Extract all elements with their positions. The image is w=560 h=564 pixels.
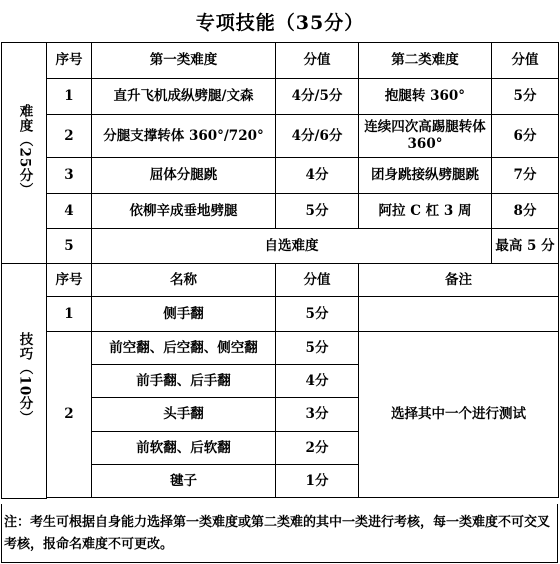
skill-name: 前空翻、后空翻、侧空翻 xyxy=(92,332,276,365)
skill-section-label xyxy=(2,264,47,499)
spacer-cell xyxy=(47,498,559,499)
header-score: 分值 xyxy=(276,264,359,297)
cat1-item: 依柳辛成垂地劈腿 xyxy=(92,194,276,229)
row-num: 4 xyxy=(47,194,92,229)
skill-label-text: 技巧（10分） xyxy=(16,331,33,426)
cat2-score: 7分 xyxy=(492,158,559,194)
skill-name: 前手翻、后手翻 xyxy=(92,365,276,398)
cat1-item: 屈体分腿跳 xyxy=(92,158,276,194)
skill-name: 毽子 xyxy=(92,465,276,498)
skill-name: 头手翻 xyxy=(92,398,276,432)
cat2-item: 团身跳接纵劈腿跳 xyxy=(359,158,492,194)
footnote: 注：考生可根据自身能力选择第一类难度或第二类难的其中一类进行考核，每一类难度不可交叉考核，报命名难度不可更改。 xyxy=(1,504,558,563)
cat1-item: 直升飞机成纵劈腿/文森 xyxy=(92,79,276,115)
skill-score: 1分 xyxy=(276,465,359,498)
scoring-table xyxy=(1,42,559,499)
skill-remark: 选择其中一个进行测试 xyxy=(359,332,559,498)
difficulty-section-label xyxy=(2,43,47,264)
row-num: 2 xyxy=(47,332,92,498)
header-name: 名称 xyxy=(92,264,276,297)
row-num: 5 xyxy=(47,229,92,264)
difficulty-row xyxy=(2,79,559,115)
cat2-score: 6分 xyxy=(492,115,559,158)
difficulty-label-text: 难度（25分） xyxy=(16,103,33,198)
header-cat1: 第一类难度 xyxy=(92,43,276,79)
difficulty-row xyxy=(2,158,559,194)
skill-header-row xyxy=(2,264,559,297)
cat1-item: 分腿支撑转体 360°/720° xyxy=(92,115,276,158)
skill-score: 5分 xyxy=(276,297,359,332)
row-num: 1 xyxy=(47,79,92,115)
header-num: 序号 xyxy=(47,43,92,79)
skill-score: 2分 xyxy=(276,432,359,465)
optional-difficulty-score: 最高 5 分 xyxy=(492,229,559,264)
skill-row xyxy=(2,332,559,365)
skill-row xyxy=(2,297,559,332)
row-num: 3 xyxy=(47,158,92,194)
cat2-score: 5分 xyxy=(492,79,559,115)
difficulty-row xyxy=(2,115,559,158)
skill-score: 5分 xyxy=(276,332,359,365)
cat1-score: 4分 xyxy=(276,158,359,194)
cat2-score: 8分 xyxy=(492,194,559,229)
cat2-item: 阿拉 C 杠 3 周 xyxy=(359,194,492,229)
row-num: 1 xyxy=(47,297,92,332)
skill-bottom-spacer xyxy=(2,498,559,499)
header-num: 序号 xyxy=(47,264,92,297)
header-score2: 分值 xyxy=(492,43,559,79)
cat1-score: 4分/5分 xyxy=(276,79,359,115)
page-title: 专项技能（35分） xyxy=(195,11,365,34)
skill-name: 侧手翻 xyxy=(92,297,276,332)
difficulty-row-optional xyxy=(2,229,559,264)
skill-score: 3分 xyxy=(276,398,359,432)
cat1-score: 5分 xyxy=(276,194,359,229)
header-cat2: 第二类难度 xyxy=(359,43,492,79)
cat2-item: 抱腿转 360° xyxy=(359,79,492,115)
skill-name: 前软翻、后软翻 xyxy=(92,432,276,465)
cat2-item: 连续四次高踢腿转体 360° xyxy=(359,115,492,158)
row-num: 2 xyxy=(47,115,92,158)
header-remark: 备注 xyxy=(359,264,559,297)
optional-difficulty-item: 自选难度 xyxy=(92,229,492,264)
cat1-score: 4分/6分 xyxy=(276,115,359,158)
header-score1: 分值 xyxy=(276,43,359,79)
difficulty-row xyxy=(2,194,559,229)
skill-score: 4分 xyxy=(276,365,359,398)
skill-remark-empty xyxy=(359,297,559,332)
difficulty-header-row xyxy=(2,43,559,79)
